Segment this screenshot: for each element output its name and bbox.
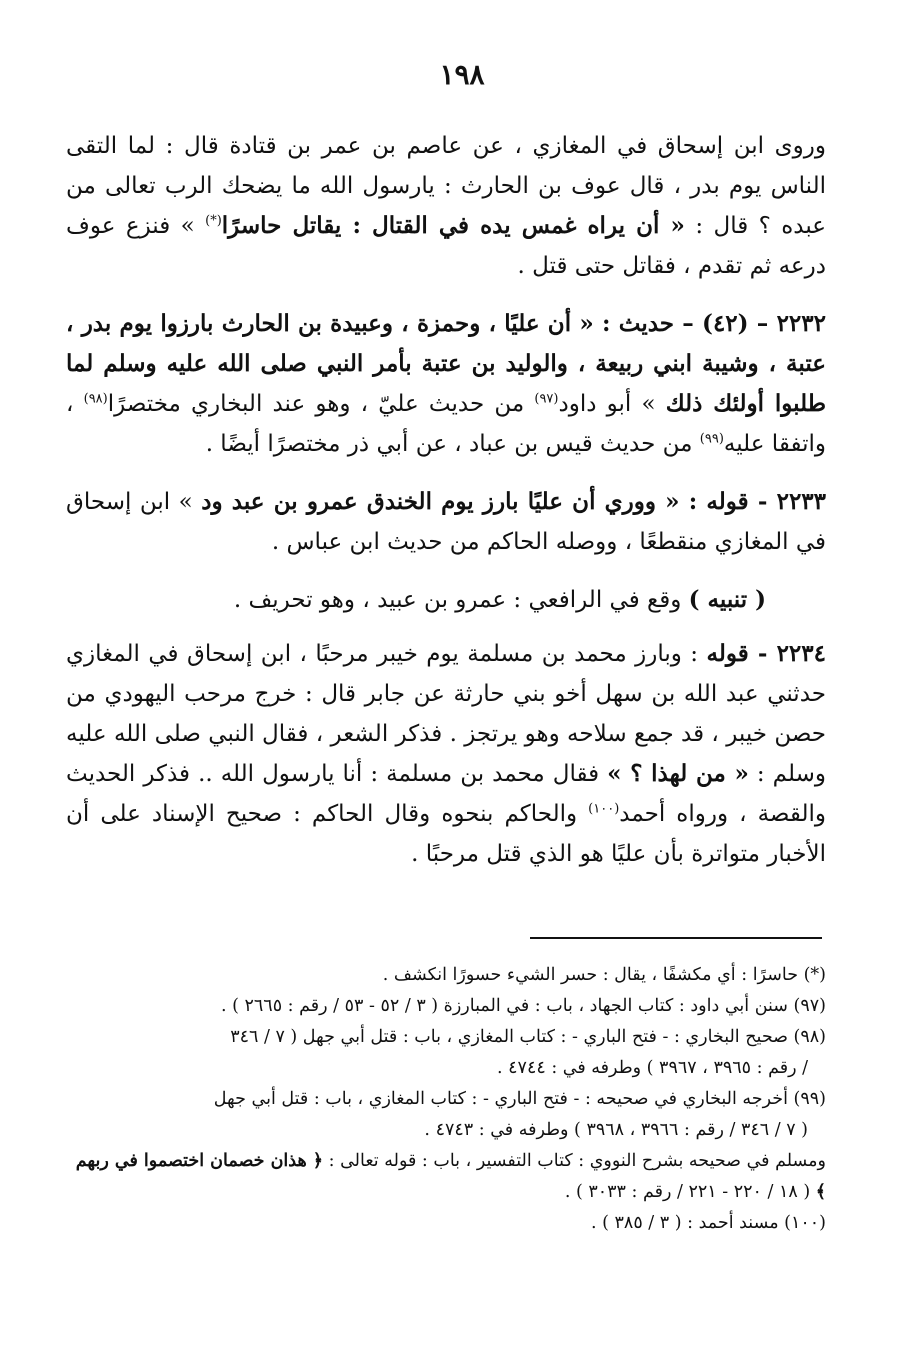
bold-quote: « من لهذا ؟ » [607, 760, 749, 787]
text: وقع في الرافعي : عمرو بن عبيد ، وهو تحريف . [233, 587, 682, 613]
text: ( ١٨ / ٢٢٠ - ٢٢١ / رقم : ٣٠٣٣ ) . [564, 1182, 811, 1202]
text: من حديث قيس بن عباد ، عن أبي ذر مختصرًا أيضًا . [205, 431, 693, 457]
footnote-98: (٩٨) صحيح البخاري : - فتح الباري - : كتاب المغازي ، باب : قتل أبي جهل ( ٧ / ٣٤٦ [230, 1027, 826, 1047]
hadith-2233 [66, 482, 826, 562]
footnote-97: (٩٧) سنن أبي داود : كتاب الجهاد ، باب : في المبارزة ( ٣ / ٥٢ - ٥٣ / رقم : ٢٦٦٥ ) . [220, 996, 826, 1016]
text: : وبارز محمد بن مسلمة يوم خيبر مرحبًا ، ابن إسحاق في المغازي حدثني عبد الله بن سهل أخو بني حارثة عن جابر قال : خرج مرحب اليهودي من حصن خيبر ، قد جمع سلاحه وهو يرتجز . فذكر الشعر ، فقال النبي صلى الله عليه وسلم : [66, 641, 826, 787]
footnote-98-continued: / رقم : ٣٩٦٥ ، ٣٩٦٧ ) وطرفه في : ٤٧٤٤ . [497, 1058, 808, 1078]
footnotes [66, 960, 826, 1239]
bold-heading: ٢٢٣٣ - قوله : « ووري أن عليًا بارز يوم الخندق عمرو بن عبد ود [201, 488, 827, 515]
text: » فنزع عوف درعه ثم تقدم ، فقاتل حتى قتل . [66, 213, 826, 279]
text: » أبو داود [558, 391, 656, 417]
footnote-99-continued: ( ٧ / ٣٤٦ / رقم : ٣٩٦٦ ، ٣٩٦٨ ) وطرفه في : ٤٧٤٣ . [424, 1120, 808, 1140]
text: وروى ابن إسحاق في المغازي ، عن عاصم بن عمر بن قتادة قال : لما التقى الناس يوم بدر ، قال عوف بن الحارث : يارسول الله ما يضحك الرب تعالى من عبده ؟ قال : [66, 133, 827, 239]
bold-heading: ٢٢٣٤ - قوله [706, 640, 826, 667]
footnote-100: (١٠٠) مسند أحمد : ( ٣ / ٣٨٥ ) . [591, 1213, 826, 1233]
footnote-99-muslim [66, 1146, 826, 1208]
page-number: ١٩٨ [439, 58, 485, 91]
footnote-star: (*) حاسرًا : أي مكشفًا ، يقال : حسر الشيء حسورًا انكشف . [382, 965, 826, 985]
text: ، واتفقا عليه [66, 391, 826, 457]
text: فقال محمد بن مسلمة : أنا يارسول الله .. فذكر الحديث والقصة ، ورواه أحمد [66, 761, 826, 827]
footnote-99: (٩٩) أخرجه البخاري في صحيحه : - فتح الباري - : كتاب المغازي ، باب : قتل أبي جهل [213, 1089, 826, 1109]
quran-quote: ﴿ هذان خصمان اختصموا في ربهم ﴾ [75, 1151, 826, 1202]
footnote-ref: (*) [205, 213, 222, 229]
footnote-ref: (٩٩) [699, 431, 724, 447]
main-text [66, 126, 826, 892]
footnote-ref: (١٠٠) [588, 801, 620, 817]
text: والحاكم بنحوه وقال الحاكم : صحيح الإسناد على أن الأخبار متواترة بأن عليًا هو الذي قتل مرحبًا . [66, 801, 826, 867]
tanbih-note [66, 580, 826, 620]
text: ومسلم في صحيحه بشرح النووي : كتاب التفسير ، باب : قوله تعالى : [328, 1151, 826, 1171]
footnote-ref: (٩٧) [534, 391, 559, 407]
bold-heading: ٢٢٣٢ – (٤٢) – حديث : « أن عليًا ، وحمزة ، وعبيدة بن الحارث بارزوا يوم بدر ، عتبة ، وشيبة ابني ربيعة ، والوليد بن عتبة بأمر النبي صلى الله عليه وسلم لما طلبوا أولئك ذلك [66, 310, 827, 417]
bold-label: ( تنبيه ) [688, 586, 766, 613]
hadith-2234 [66, 634, 826, 874]
footnote-ref: (٩٨) [83, 391, 108, 407]
text: من حديث عليّ ، وهو عند البخاري مختصرًا [107, 391, 525, 417]
hadith-2232 [66, 304, 826, 464]
text: » ابن إسحاق في المغازي منقطعًا ، ووصله الحاكم من حديث ابن عباس . [66, 489, 826, 555]
bold-quote: « أن يراه غمس يده في القتال : يقاتل حاسرًا [221, 212, 685, 239]
footnote-divider [530, 937, 822, 939]
paragraph-ibn-ishaq-badr [66, 126, 826, 286]
